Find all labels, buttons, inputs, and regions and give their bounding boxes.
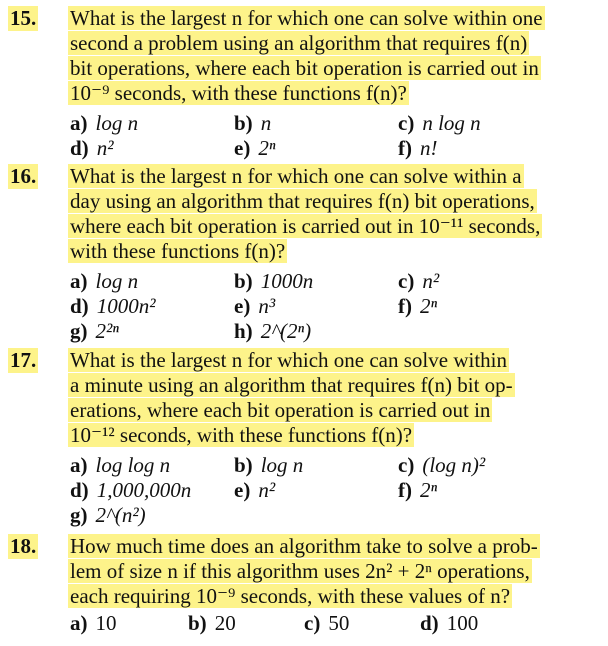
text-line: a minute using an algorithm that requires f(n) bit op- [70,373,513,397]
option-g: g) 2²ⁿ [70,319,119,343]
option-d: d) n² [70,136,114,160]
text-line: with these functions f(n)? [70,239,286,263]
option-d: d) 1000n² [70,294,156,318]
problem-text [68,348,550,448]
text-line: 10⁻¹² seconds, with these functions f(n)? [70,423,413,447]
option-f: f) 2ⁿ [398,294,438,318]
option-c: c) n log n [398,111,481,135]
problem-number: 16. [10,164,37,188]
text-line: What is the largest n for which one can solve within [70,348,508,372]
text-line: What is the largest n for which one can solve within one [70,6,543,30]
text-line: What is the largest n for which one can solve within a [70,164,522,188]
text-line: erations, where each bit operation is carried out in [70,398,491,422]
option-b: b) log n [234,453,304,477]
problem-text [68,6,550,106]
option-c: c) (log n)² [398,453,486,477]
text-line: where each bit operation is carried out in 10⁻¹¹ seconds, [70,214,541,238]
problem-text [68,534,550,609]
problem-text [68,164,550,264]
option-d: d) 100 [420,611,479,635]
text-line: each requiring 10⁻⁹ seconds, with these values of n? [70,584,511,608]
problem-number: 17. [10,348,37,372]
problem-number: 18. [10,534,37,558]
problem-number: 15. [10,6,37,30]
option-e: e) 2ⁿ [234,136,276,160]
option-e: e) n³ [234,294,276,318]
option-f: f) 2ⁿ [398,478,438,502]
option-a: a) log log n [70,453,171,477]
option-a: a) log n [70,111,139,135]
text-line: How much time does an algorithm take to solve a prob- [70,534,538,558]
option-b: b) n [234,111,272,135]
text-line: second a problem using an algorithm that requires f(n) [70,31,528,55]
option-e: e) n² [234,478,276,502]
option-b: b) 20 [188,611,236,635]
option-f: f) n! [398,136,438,160]
option-b: b) 1000n [234,269,314,293]
text-line: 10⁻⁹ seconds, with these functions f(n)? [70,81,407,105]
option-d: d) 1,000,000n [70,478,192,502]
text-line: day using an algorithm that requires f(n) bit operations, [70,189,535,213]
option-h: h) 2^(2ⁿ) [234,319,312,343]
option-g: g) 2^(n²) [70,503,146,527]
option-c: c) n² [398,269,440,293]
option-a: a) 10 [70,611,117,635]
text-line: lem of size n if this algorithm uses 2n² + 2ⁿ operations, [70,559,530,583]
option-c: c) 50 [304,611,350,635]
option-a: a) log n [70,269,139,293]
text-line: bit operations, where each bit operation is carried out in [70,56,539,80]
